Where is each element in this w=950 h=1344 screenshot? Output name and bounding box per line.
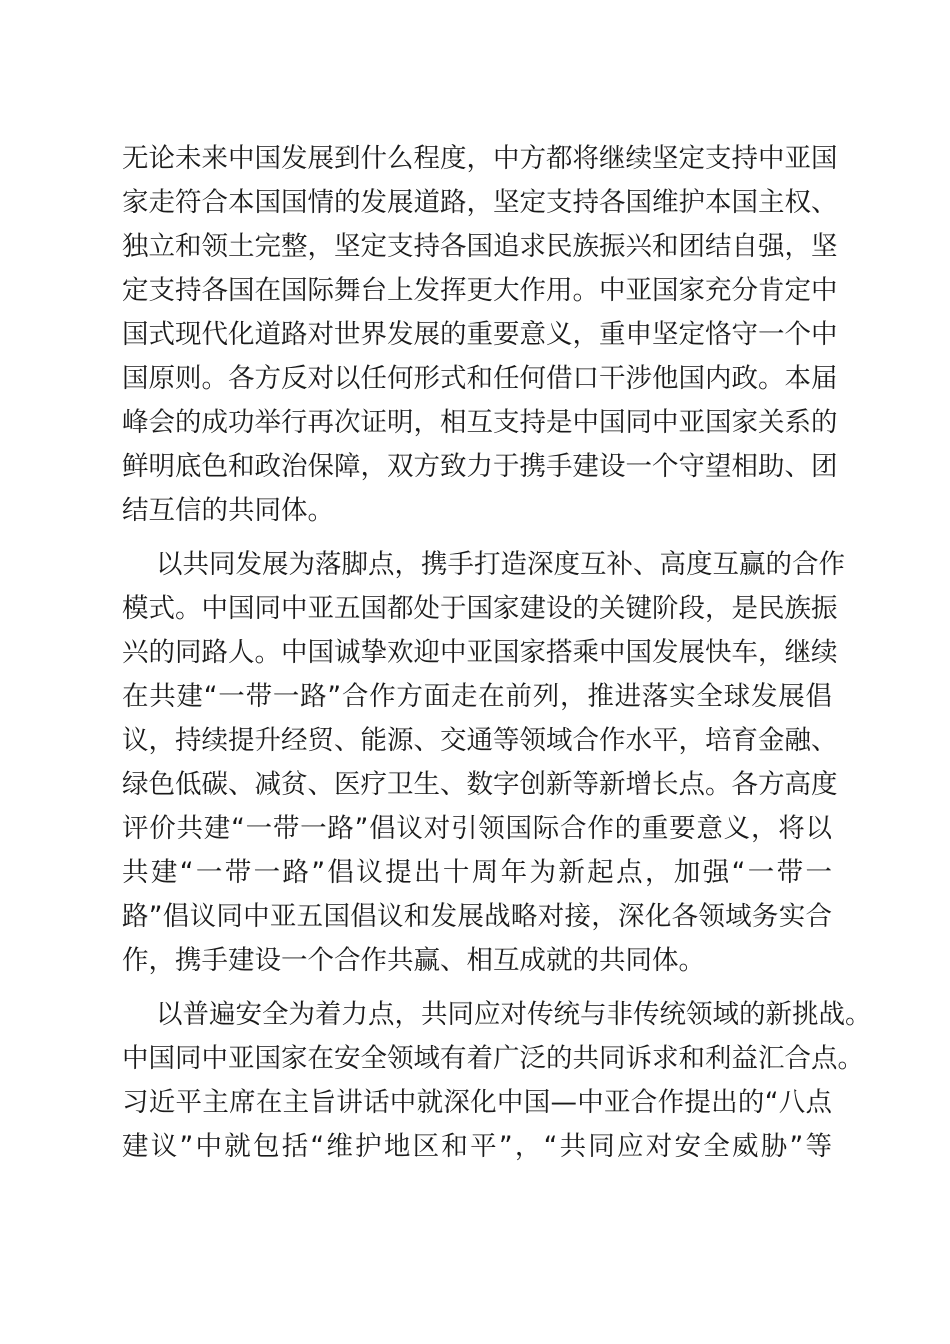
- paragraph-3-line-4: 建议”中就包括“维护地区和平”，“共同应对安全威胁”等: [122, 1131, 832, 1162]
- paragraph-2-line-5: 议，持续提升经贸、能源、交通等领域合作水平，培育金融、: [122, 725, 838, 756]
- paragraph-2-line-4: 在共建“一带一路”合作方面走在前列，推进落实全球发展倡: [122, 681, 832, 712]
- paragraph-2-line-1: 以共同发展为落脚点，携手打造深度互补、高度互赢的合作: [156, 549, 845, 580]
- paragraph-1-line-1: 无论未来中国发展到什么程度，中方都将继续坚定支持中亚国: [122, 143, 838, 174]
- paragraph-2-line-7: 评价共建“一带一路”倡议对引领国际合作的重要意义，将以: [122, 813, 832, 844]
- paragraph-1-line-2: 家走符合本国国情的发展道路，坚定支持各国维护本国主权、: [122, 187, 838, 218]
- paragraph-2-line-10: 作，携手建设一个合作共赢、相互成就的共同体。: [122, 945, 705, 976]
- paragraph-3-line-1: 以普遍安全为着力点，共同应对传统与非传统领域的新挑战。: [156, 999, 872, 1030]
- paragraph-1-line-3: 独立和领土完整，坚定支持各国追求民族振兴和团结自强，坚: [122, 231, 838, 262]
- paragraph-2-line-8: 共建“一带一路”倡议提出十周年为新起点，加强“一带一: [122, 857, 832, 888]
- paragraph-1-line-6: 国原则。各方反对以任何形式和任何借口干涉他国内政。本届: [122, 363, 838, 394]
- paragraph-2-line-3: 兴的同路人。中国诚挚欢迎中亚国家搭乘中国发展快车，继续: [122, 637, 838, 668]
- paragraph-1-line-4: 定支持各国在国际舞台上发挥更大作用。中亚国家充分肯定中: [122, 275, 838, 306]
- paragraph-2-line-6: 绿色低碳、减贫、医疗卫生、数字创新等新增长点。各方高度: [122, 769, 838, 800]
- paragraph-2-line-9: 路”倡议同中亚五国倡议和发展战略对接，深化各领域务实合: [122, 901, 832, 932]
- paragraph-1-line-7: 峰会的成功举行再次证明，相互支持是中国同中亚国家关系的: [122, 407, 838, 438]
- paragraph-3-line-2: 中国同中亚国家在安全领域有着广泛的共同诉求和利益汇合点。: [122, 1043, 864, 1074]
- paragraph-1-line-9: 结互信的共同体。: [122, 495, 334, 526]
- paragraph-3-line-3: 习近平主席在主旨讲话中就深化中国—中亚合作提出的“八点: [122, 1087, 832, 1118]
- paragraph-1-line-5: 国式现代化道路对世界发展的重要意义，重申坚定恪守一个中: [122, 319, 838, 350]
- paragraph-1-line-8: 鲜明底色和政治保障，双方致力于携手建设一个守望相助、团: [122, 451, 838, 482]
- paragraph-2-line-2: 模式。中国同中亚五国都处于国家建设的关键阶段，是民族振: [122, 593, 838, 624]
